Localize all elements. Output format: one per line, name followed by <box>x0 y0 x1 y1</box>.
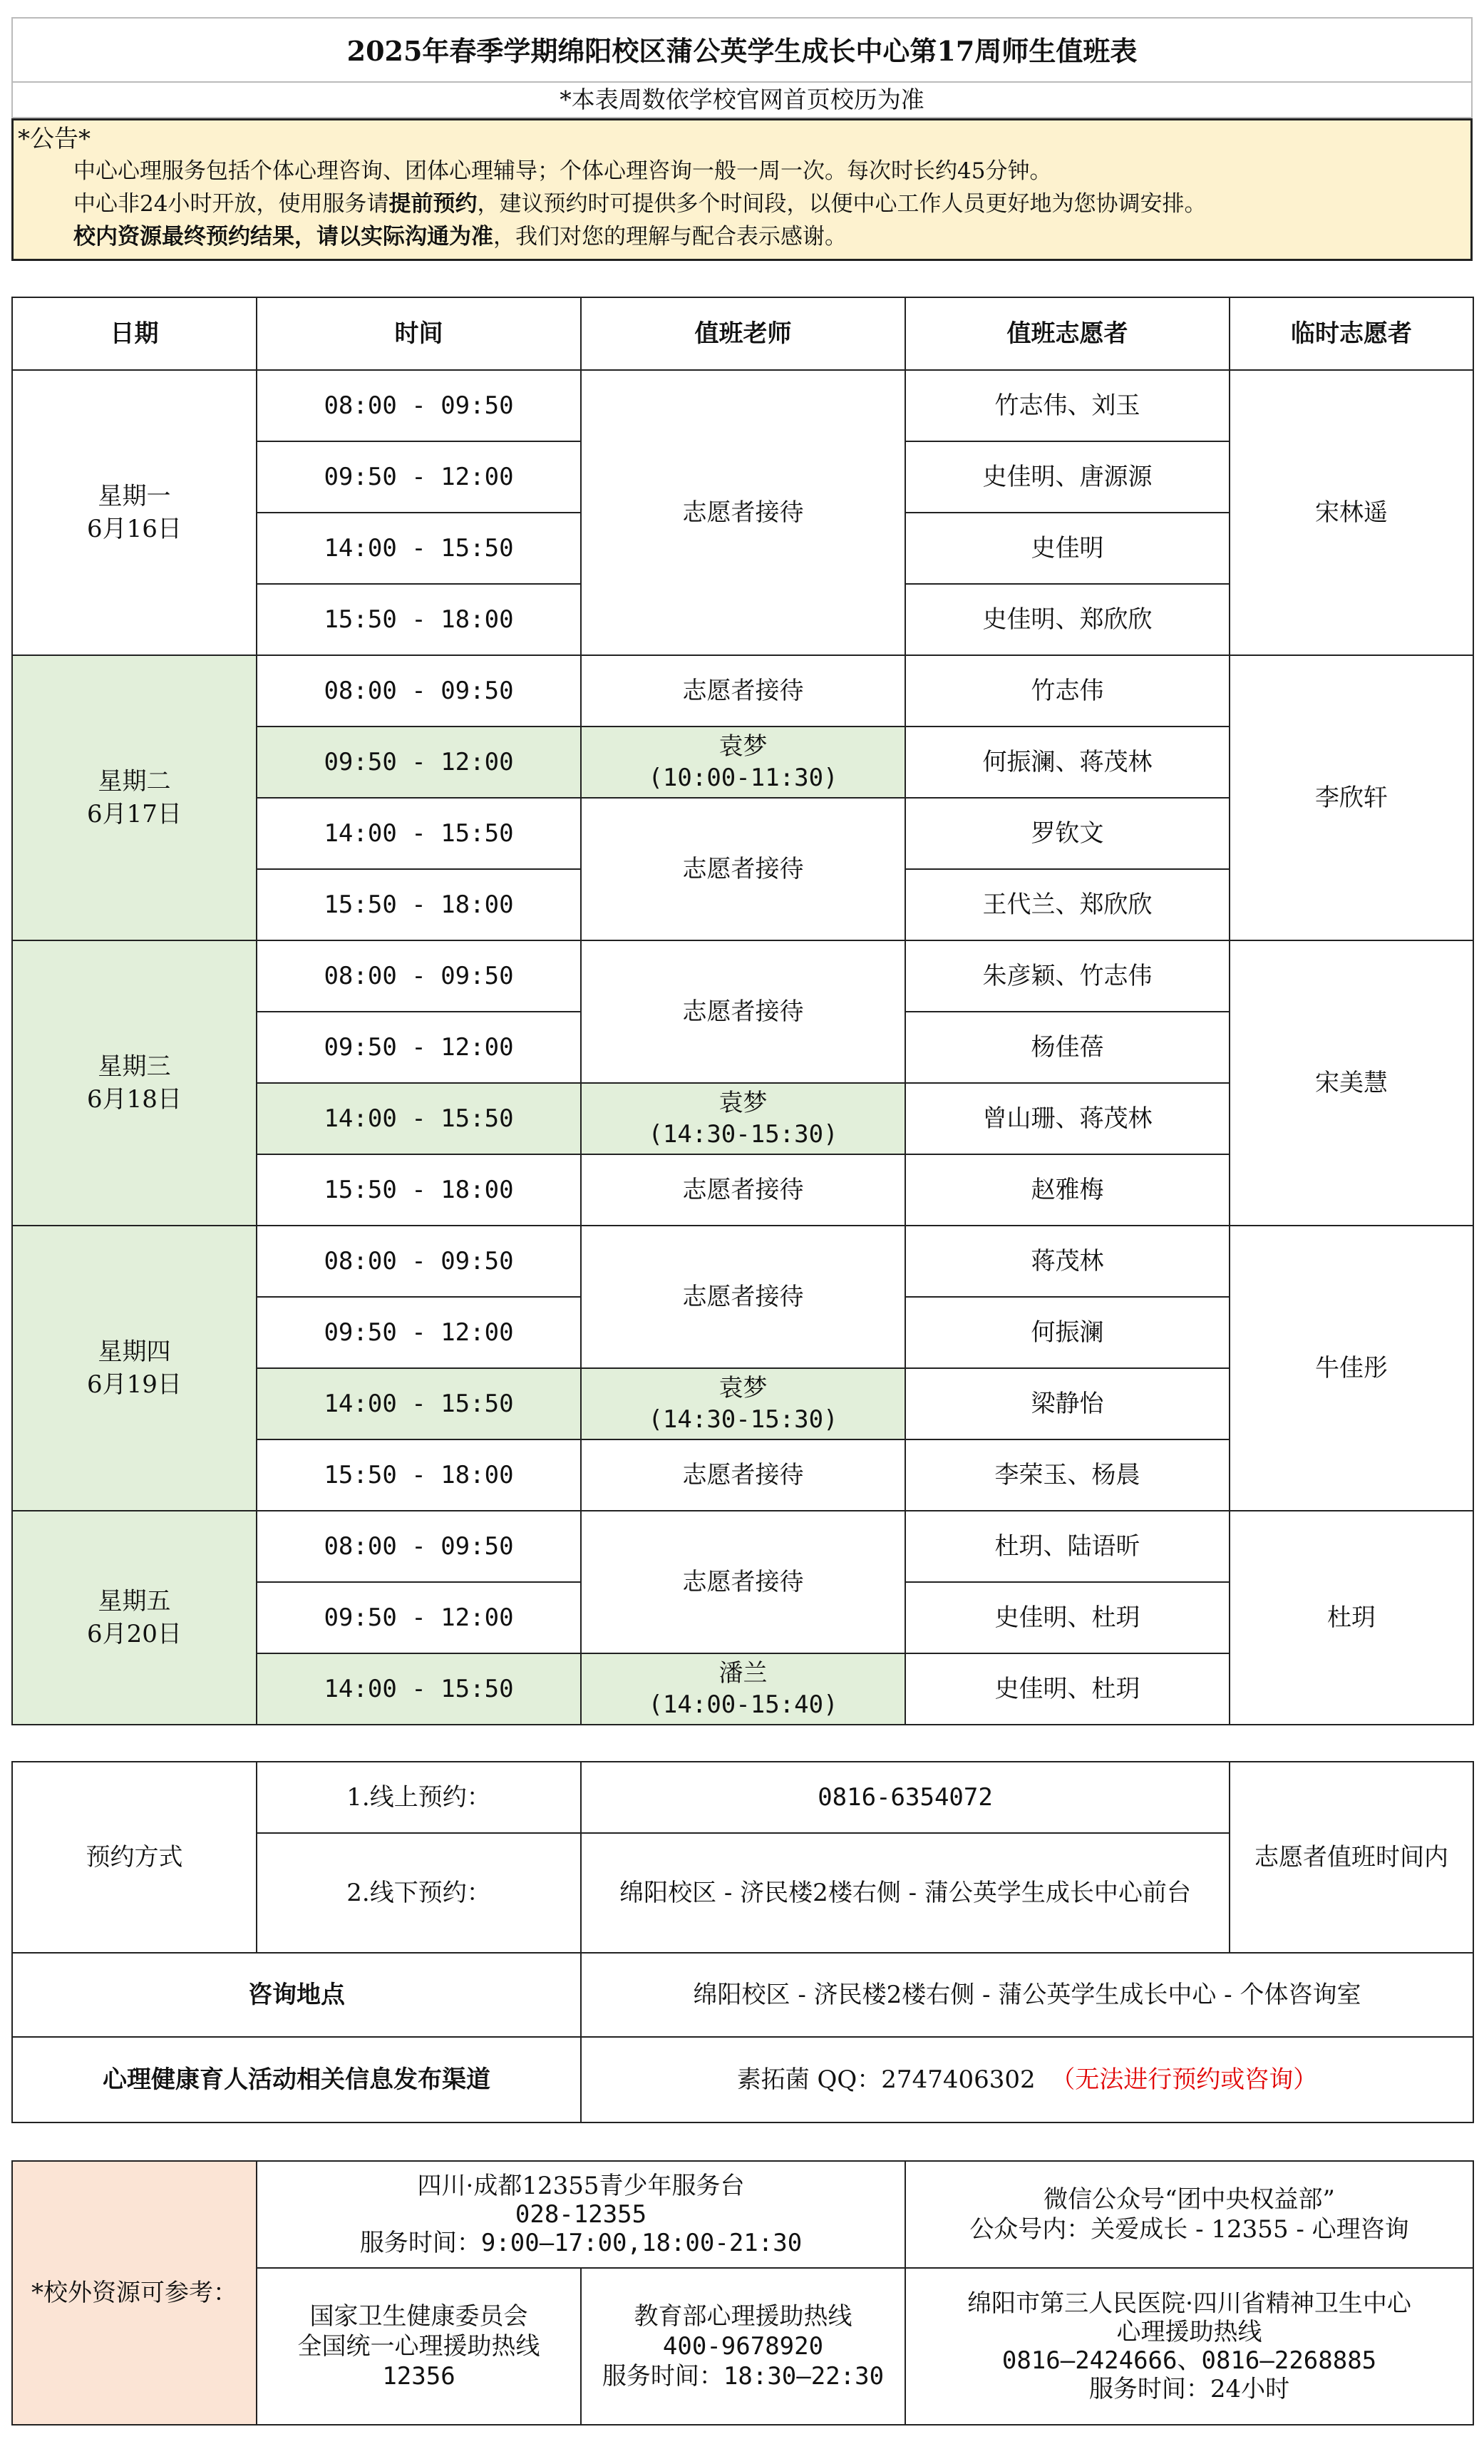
time-cell: 09:50 - 12:00 <box>257 1297 581 1368</box>
table-row <box>12 1511 1473 1582</box>
table-header-row <box>12 297 1473 370</box>
offline-booking-location: 绵阳校区 - 济民楼2楼右侧 - 蒲公英学生成长中心前台 <box>581 1833 1230 1953</box>
volunteer-cell: 史佳明、杜玥 <box>905 1582 1230 1653</box>
day-cell-wed: 星期三 6月18日 <box>12 940 257 1226</box>
page-subtitle: *本表周数依学校官网首页校历为准 <box>11 83 1473 118</box>
temp-volunteer-cell: 李欣轩 <box>1230 655 1473 940</box>
teacher-cell: 袁梦 (10:00-11:30) <box>581 727 905 798</box>
teacher-cell: 袁梦 (14:30-15:30) <box>581 1368 905 1439</box>
external-resources-table <box>11 2160 1474 2426</box>
volunteer-cell: 杜玥、陆语昕 <box>905 1511 1230 1582</box>
header-time: 时间 <box>257 297 581 370</box>
table-row <box>12 2037 1473 2122</box>
teacher-cell: 潘兰 (14:00-15:40) <box>581 1653 905 1725</box>
time-cell: 08:00 - 09:50 <box>257 655 581 727</box>
teacher-cell: 志愿者接待 <box>581 940 905 1083</box>
table-row <box>12 940 1473 1012</box>
booking-table <box>11 1761 1474 1954</box>
teacher-cell: 志愿者接待 <box>581 798 905 940</box>
teacher-cell: 志愿者接待 <box>581 1511 905 1653</box>
time-cell: 09:50 - 12:00 <box>257 727 581 798</box>
resource-mianyang-hospital: 绵阳市第三人民医院·四川省精神卫生中心 心理援助热线 0816—2424666、0816—2268885 服务时间：24小时 <box>905 2268 1473 2425</box>
online-booking-phone: 0816-6354072 <box>581 1762 1230 1833</box>
header-volunteer: 值班志愿者 <box>905 297 1230 370</box>
temp-volunteer-cell: 牛佳彤 <box>1230 1226 1473 1511</box>
volunteer-cell: 蒋茂林 <box>905 1226 1230 1297</box>
teacher-cell: 志愿者接待 <box>581 1439 905 1511</box>
notice-line-3: 校内资源最终预约结果，请以实际沟通为准，我们对您的理解与配合表示感谢。 <box>73 224 847 250</box>
resource-wechat: 微信公众号“团中央权益部” 公众号内：关爱成长 - 12355 - 心理咨询 <box>905 2161 1473 2268</box>
table-row <box>12 370 1473 441</box>
notice-line-2: 中心非24小时开放，使用服务请提前预约，建议预约时可提供多个时间段，以便中心工作人员更好地为您协调安排。 <box>73 191 1207 217</box>
time-cell: 15:50 - 18:00 <box>257 1439 581 1511</box>
volunteer-cell: 史佳明、唐源源 <box>905 441 1230 513</box>
online-booking-label: 1.线上预约： <box>257 1762 581 1833</box>
teacher-cell: 志愿者接待 <box>581 1154 905 1226</box>
volunteer-cell: 杨佳蓓 <box>905 1012 1230 1083</box>
table-row <box>12 655 1473 727</box>
volunteer-cell: 梁静怡 <box>905 1368 1230 1439</box>
teacher-cell: 志愿者接待 <box>581 655 905 727</box>
teacher-cell: 志愿者接待 <box>581 1226 905 1368</box>
booking-label: 预约方式 <box>12 1762 257 1953</box>
volunteer-cell: 赵雅梅 <box>905 1154 1230 1226</box>
day-cell-mon: 星期一 6月16日 <box>12 370 257 655</box>
volunteer-cell: 李荣玉、杨晨 <box>905 1439 1230 1511</box>
time-cell: 08:00 - 09:50 <box>257 370 581 441</box>
volunteer-cell: 史佳明 <box>905 513 1230 584</box>
notice-box <box>11 118 1473 261</box>
time-cell: 14:00 - 15:50 <box>257 1083 581 1154</box>
schedule-table <box>11 297 1474 1725</box>
time-cell: 14:00 - 15:50 <box>257 1653 581 1725</box>
time-cell: 08:00 - 09:50 <box>257 940 581 1012</box>
teacher-cell: 志愿者接待 <box>581 370 905 655</box>
volunteer-cell: 竹志伟、刘玉 <box>905 370 1230 441</box>
page-title: 2025年春季学期绵阳校区蒲公英学生成长中心第17周师生值班表 <box>11 17 1473 83</box>
header-teacher: 值班老师 <box>581 297 905 370</box>
time-cell: 09:50 - 12:00 <box>257 1012 581 1083</box>
time-cell: 14:00 - 15:50 <box>257 513 581 584</box>
time-cell: 14:00 - 15:50 <box>257 1368 581 1439</box>
resource-moe-hotline: 教育部心理援助热线 400-9678920 服务时间：18:30—22:30 <box>581 2268 905 2425</box>
volunteer-cell: 何振澜、蒋茂林 <box>905 727 1230 798</box>
day-cell-thu: 星期四 6月19日 <box>12 1226 257 1511</box>
offline-booking-label: 2.线下预约： <box>257 1833 581 1953</box>
time-cell: 08:00 - 09:50 <box>257 1511 581 1582</box>
notice-heading: *公告* <box>18 125 91 153</box>
resource-12355: 四川·成都12355青少年服务台 028-12355 服务时间：9:00—17:00,18:00-21:30 <box>257 2161 905 2268</box>
volunteer-cell: 罗钦文 <box>905 798 1230 869</box>
table-row <box>12 1762 1473 1833</box>
volunteer-cell: 竹志伟 <box>905 655 1230 727</box>
booking-note: 志愿者值班时间内 <box>1230 1762 1473 1953</box>
volunteer-cell: 曾山珊、蒋茂林 <box>905 1083 1230 1154</box>
time-cell: 14:00 - 15:50 <box>257 798 581 869</box>
time-cell: 15:50 - 18:00 <box>257 1154 581 1226</box>
day-cell-fri: 星期五 6月20日 <box>12 1511 257 1725</box>
channel-label: 心理健康育人活动相关信息发布渠道 <box>12 2037 581 2122</box>
location-label: 咨询地点 <box>12 1953 581 2037</box>
time-cell: 09:50 - 12:00 <box>257 1582 581 1653</box>
channel-value: 素拓菌 QQ：2747406302 （无法进行预约或咨询） <box>581 2037 1473 2122</box>
header-temp-volunteer: 临时志愿者 <box>1230 297 1473 370</box>
volunteer-cell: 史佳明、杜玥 <box>905 1653 1230 1725</box>
table-row <box>12 1226 1473 1297</box>
table-row <box>12 2161 1473 2268</box>
teacher-cell: 袁梦 (14:30-15:30) <box>581 1083 905 1154</box>
header-date: 日期 <box>12 297 257 370</box>
volunteer-cell: 何振澜 <box>905 1297 1230 1368</box>
location-table <box>11 1952 1474 2123</box>
location-value: 绵阳校区 - 济民楼2楼右侧 - 蒲公英学生成长中心 - 个体咨询室 <box>581 1953 1473 2037</box>
external-label: *校外资源可参考： <box>12 2161 257 2425</box>
time-cell: 15:50 - 18:00 <box>257 584 581 655</box>
time-cell: 08:00 - 09:50 <box>257 1226 581 1297</box>
table-row <box>12 1953 1473 2037</box>
volunteer-cell: 王代兰、郑欣欣 <box>905 869 1230 940</box>
volunteer-cell: 史佳明、郑欣欣 <box>905 584 1230 655</box>
temp-volunteer-cell: 杜玥 <box>1230 1511 1473 1725</box>
resource-12356: 国家卫生健康委员会 全国统一心理援助热线 12356 <box>257 2268 581 2425</box>
notice-line-1: 中心心理服务包括个体心理咨询、团体心理辅导；个体心理咨询一般一周一次。每次时长约45分钟。 <box>73 158 1052 184</box>
temp-volunteer-cell: 宋林遥 <box>1230 370 1473 655</box>
volunteer-cell: 朱彦颖、竹志伟 <box>905 940 1230 1012</box>
temp-volunteer-cell: 宋美慧 <box>1230 940 1473 1226</box>
day-cell-tue: 星期二 6月17日 <box>12 655 257 940</box>
time-cell: 09:50 - 12:00 <box>257 441 581 513</box>
time-cell: 15:50 - 18:00 <box>257 869 581 940</box>
